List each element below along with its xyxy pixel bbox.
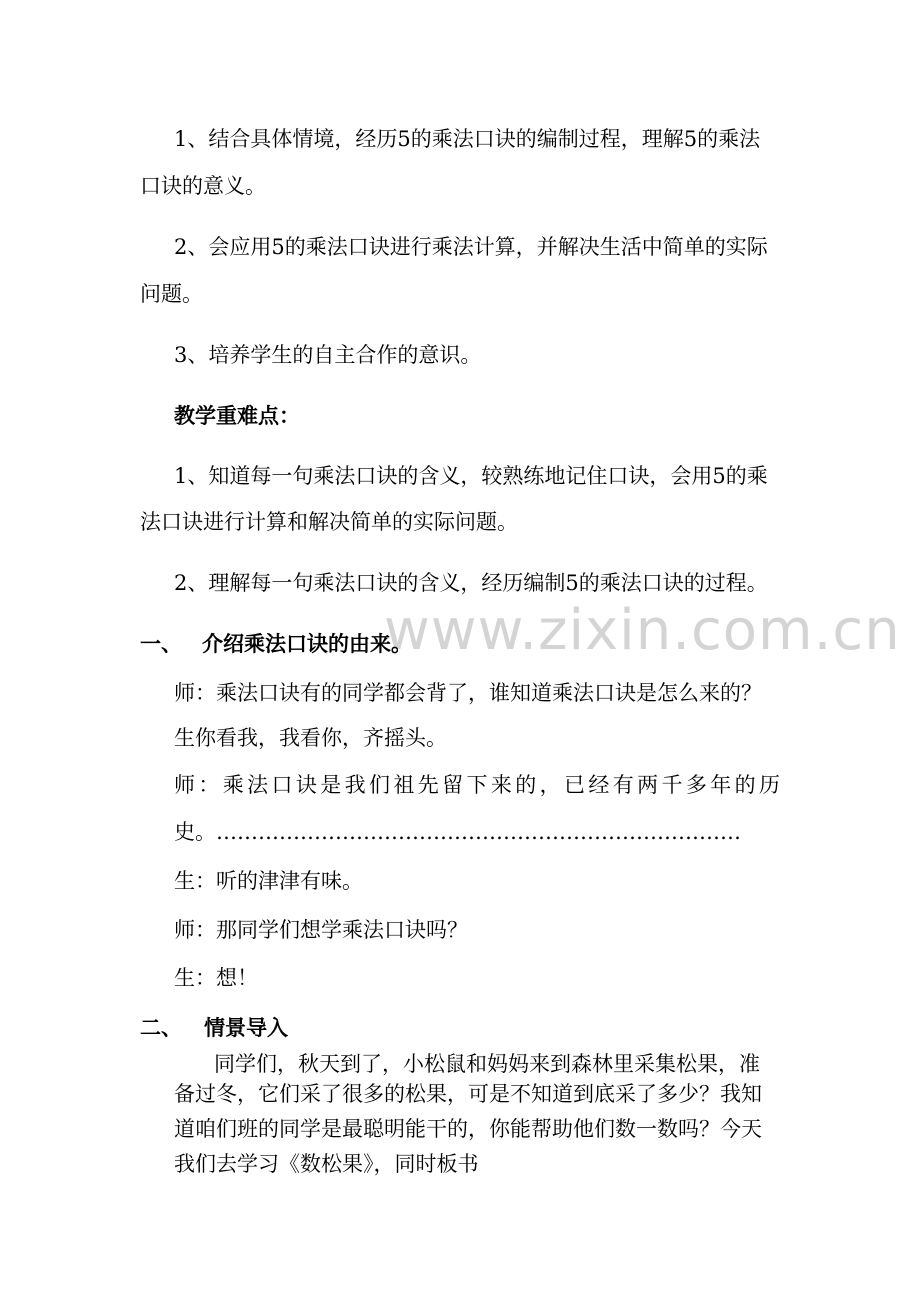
justified-char: 法 [247,773,269,797]
key-point-2: 2、理解每一句乘法口诀的含义，经历编制5的乘法口诀的过程。 [174,571,768,595]
watermark: www.zixin.com.cn [384,598,901,663]
section-2-title: 情景导入 [204,1015,288,1040]
justified-char: 年 [710,773,732,797]
justified-char: ， [539,773,561,797]
justified-char: 我 [344,773,366,797]
objective-2-line-1: 2、会应用5的乘法口诀进行乘法计算，并解决生活中简单的实际 [174,235,768,259]
intro-paragraph-line-4: 我们去学习《数松果》，同时板书 [174,1152,479,1176]
justified-char: 们 [369,773,390,797]
section-1-title: 介绍乘法口诀的由来。 [202,631,412,656]
objective-3: 3、培养学生的自主合作的意识。 [174,343,482,367]
justified-char: 来 [490,773,512,797]
dialogue-line-4: 史。………………………………………………………………… [174,820,741,844]
justified-char: 先 [417,773,439,797]
intro-paragraph-line-3: 道咱们班的同学是最聪明能干的，你能帮助他们数一数吗？今天 [174,1117,762,1141]
justified-char: 已 [564,773,585,797]
justified-char: 的 [734,773,756,797]
justified-char: 诀 [295,773,317,797]
dialogue-line-3 [174,771,780,799]
section-2-number: 二、 [140,1015,182,1040]
justified-char: 历 [759,773,780,797]
intro-paragraph-line-1: 同学们，秋天到了，小松鼠和妈妈来到森林里采集松果，准 [214,1052,760,1076]
justified-char: 是 [320,773,342,797]
justified-char: 的 [515,773,537,797]
dialogue-line-6: 师：那同学们想学乘法口诀吗？ [174,918,468,942]
justified-char: 有 [612,773,634,797]
key-points-heading: 教学重难点： [174,403,300,428]
intro-paragraph-line-2: 备过冬，它们采了很多的松果，可是不知道到底采了多少？我知 [174,1082,762,1106]
justified-char: 下 [466,773,488,797]
objective-2-line-2: 问题。 [140,282,203,306]
key-point-1-line-2: 法口诀进行计算和解决简单的实际问题。 [140,510,518,534]
section-1-number: 一、 [140,631,182,656]
dialogue-line-5: 生：听的津津有味。 [174,869,363,893]
justified-char: 千 [661,773,683,797]
justified-char: 两 [637,773,659,797]
justified-char: 乘 [222,773,244,797]
key-point-1-line-1: 1、知道每一句乘法口诀的含义，较熟练地记住口诀，会用5的乘 [174,464,768,488]
justified-char: 祖 [393,773,415,797]
justified-char: 口 [271,773,293,797]
justified-char: 经 [588,773,610,797]
justified-char: 师 [174,773,195,797]
justified-char: 多 [685,773,707,797]
dialogue-line-7: 生：想！ [174,966,258,990]
objective-1-line-2: 口诀的意义。 [140,174,266,198]
justified-char: 留 [442,773,464,797]
dialogue-line-1: 师：乘法口诀有的同学都会背了，谁知道乘法口诀是怎么来的？ [174,681,762,705]
dialogue-line-2: 生你看我，我看你，齐摇头。 [174,726,447,750]
justified-char: ： [198,773,220,797]
objective-1-line-1: 1、结合具体情境，经历5的乘法口诀的编制过程，理解5的乘法 [174,127,761,151]
